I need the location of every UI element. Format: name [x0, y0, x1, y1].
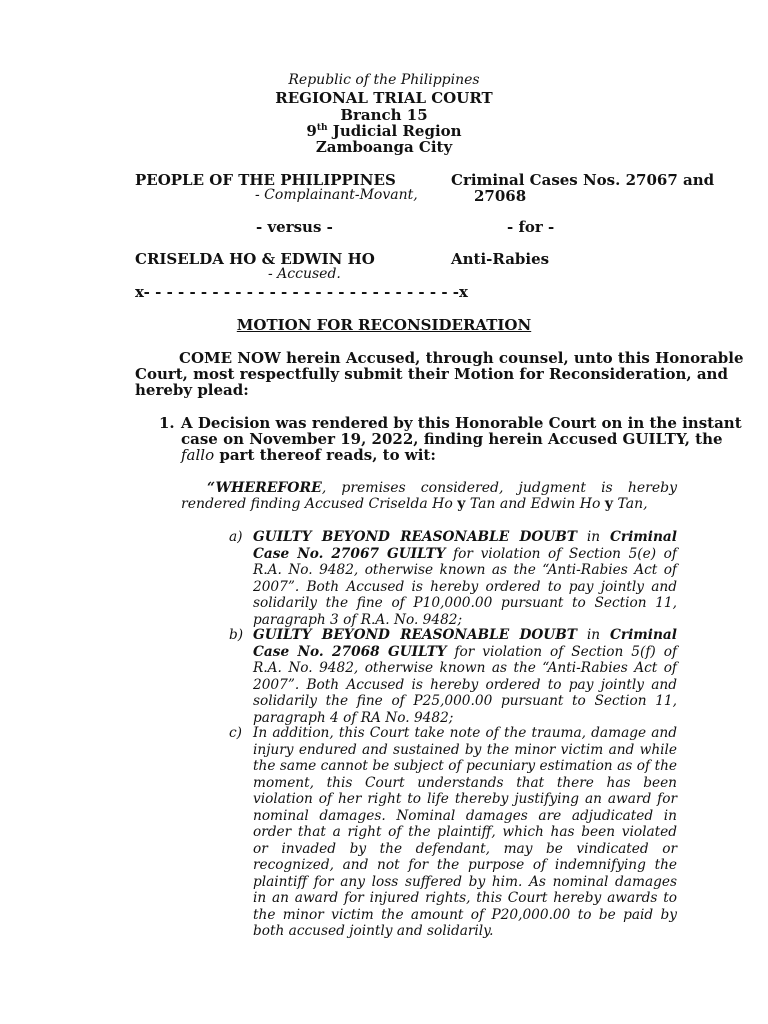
item-line [253, 791, 677, 808]
intro-line-1: COME NOW herein Accused, through counsel, unto this Honorable [179, 349, 744, 367]
item-c-label: c) [229, 725, 243, 741]
item-b-text [253, 627, 677, 726]
judicial-region: 9th Judicial Region [306, 122, 462, 140]
item-text-span: for violation of Section 5(f) of [446, 643, 678, 660]
motion-title: MOTION FOR RECONSIDERATION [236, 316, 532, 334]
complainant-name: PEOPLE OF THE PHILIPPINES [135, 171, 396, 189]
item-text-span: the minor victim the amount of P20,000.00 to be paid by [253, 906, 677, 923]
item-line [253, 529, 677, 546]
item-a-text [253, 529, 677, 628]
quote-line-2: rendered finding Accused Criselda Ho y Tan and Edwin Ho y Tan, [181, 496, 648, 512]
bold-text: Case No. 27068 GUILTY [253, 643, 447, 660]
item-text-span: R.A. No. 9482, otherwise known as the “Anti-Rabies Act of [253, 660, 677, 676]
item-text-span: injury endured and sustained by the minor victim and while [253, 741, 677, 758]
item-line [253, 579, 677, 596]
item-line [253, 923, 677, 940]
item-a-label: a) [229, 529, 243, 545]
item-text-span: solidarily the fine of P10,000.00 pursuant to Section 11, [253, 595, 677, 611]
court-name: REGIONAL TRIAL COURT [275, 89, 493, 107]
item-line [253, 612, 677, 629]
item-line [253, 660, 677, 677]
for-label: - for - [507, 218, 555, 236]
item-text-span: nominal damages. Nominal damages are adjudicated in [253, 807, 677, 824]
item-text-span: recognized, and not for the purpose of indemnifying the [253, 857, 677, 873]
item-text-span: moment, this Court understands that there has been [253, 774, 677, 791]
item-line [253, 546, 677, 563]
item-text-span: solidarily the fine of P25,000.00 pursuant to Section 11, [253, 693, 677, 709]
item-line [253, 725, 677, 742]
item-line [253, 775, 677, 792]
item-line [253, 627, 677, 644]
para1-line-3: fallo part thereof reads, to wit: [181, 446, 436, 464]
offense: Anti-Rabies [451, 250, 550, 268]
intro-line-3: hereby plead: [135, 381, 249, 399]
caption-separator: x- - - - - - - - - - - - - - - - - - - - - - - - - - - -x [135, 283, 468, 301]
para1-line-1: A Decision was rendered by this Honorable Court on in the instant [181, 414, 742, 432]
accused-names: CRISELDA HO & EDWIN HO [135, 250, 375, 268]
republic-line: Republic of the Philippines [288, 72, 480, 88]
item-line [253, 693, 677, 710]
quote-line-1: “WHEREFORE, premises considered, judgment is hereby [207, 480, 677, 496]
item-line [253, 890, 677, 907]
item-line [253, 758, 677, 775]
item-text-span: the same cannot be subject of pecuniary estimation as of the [253, 758, 677, 774]
item-text-span: R.A. No. 9482, otherwise known as the “Anti-Rabies Act of [253, 562, 677, 578]
bold-text: Criminal [609, 529, 677, 545]
item-line [253, 562, 677, 579]
item-text-span: plaintiff for any loss suffered by him. As nominal damages [253, 873, 677, 890]
item-text-span: In addition, this Court take note of the trauma, damage and [253, 725, 677, 741]
item-text-span: paragraph 4 of RA No. 9482; [253, 709, 454, 726]
intro-line-2: Court, most respectfully submit their Motion for Reconsideration, and [135, 365, 728, 383]
bold-text: Case No. 27067 GUILTY [253, 545, 446, 562]
item-b-label: b) [229, 627, 244, 643]
item-text-span: in [576, 529, 610, 545]
item-line [253, 808, 677, 825]
item-text-span: violation of her right to life thereby justifying an award for [253, 791, 677, 807]
item-line [253, 742, 677, 759]
para1-number: 1. [159, 414, 175, 432]
item-text-span: for violation of Section 5(e) of [445, 545, 677, 562]
item-text-span: order that a right of the plaintiff, which has been violated [253, 824, 677, 840]
versus: - versus - [256, 218, 333, 236]
item-line [253, 874, 677, 891]
item-text-span: or invaded by the defendant, may be vindicated or [253, 840, 677, 857]
item-text-span: 2007”. Both Accused is hereby ordered to pay jointly and [253, 676, 677, 693]
item-line [253, 824, 677, 841]
item-line [253, 595, 677, 612]
item-line [253, 677, 677, 694]
complainant-role: - Complainant-Movant, [255, 187, 418, 203]
item-text-span: in [576, 627, 610, 643]
bold-text: GUILTY BEYOND REASONABLE DOUBT [253, 529, 577, 545]
case-numbers-line-1: Criminal Cases Nos. 27067 and [451, 171, 715, 189]
item-text-span: in an award for injured rights, this Court hereby awards to [253, 890, 677, 906]
item-line [253, 710, 677, 727]
item-line [253, 857, 677, 874]
item-line [253, 907, 677, 924]
item-text-span: 2007”. Both Accused is hereby ordered to pay jointly and [253, 578, 677, 595]
city: Zamboanga City [315, 138, 453, 156]
para1-line-2: case on November 19, 2022, finding herein Accused GUILTY, the [181, 430, 723, 448]
item-line [253, 644, 677, 661]
accused-role: - Accused. [268, 266, 341, 282]
branch: Branch 15 [340, 106, 428, 124]
bold-text: Criminal [609, 627, 677, 643]
case-numbers-line-2: 27068 [474, 187, 527, 205]
item-line [253, 841, 677, 858]
item-text-span: paragraph 3 of R.A. No. 9482; [253, 611, 463, 628]
item-text-span: both accused jointly and solidarily. [253, 923, 494, 939]
item-c-text [253, 725, 677, 940]
bold-text: GUILTY BEYOND REASONABLE DOUBT [253, 627, 577, 643]
